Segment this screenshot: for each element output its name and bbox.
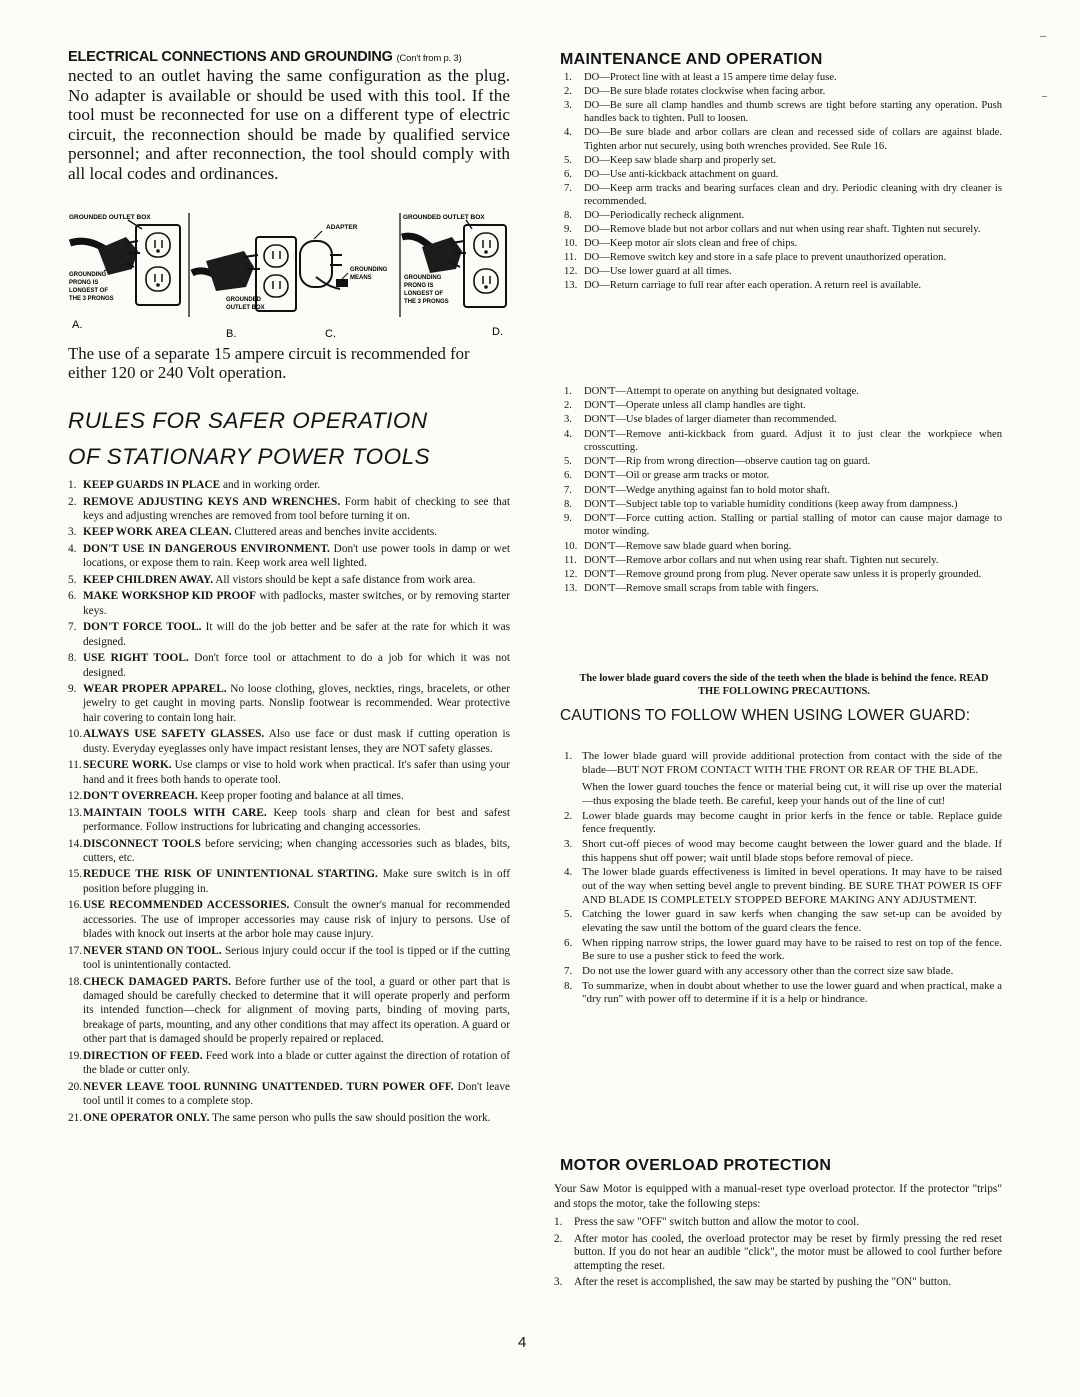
motor-intro: Your Saw Motor is equipped with a manual-reset type overload protector. If the protector "trips" and stops the motor, take the following steps:	[554, 1183, 1002, 1210]
item-text: Feed work into a blade or cutter against the direction of rotation of the blade or cutter only.	[83, 1049, 510, 1077]
item-number: 5.	[564, 908, 573, 921]
panel-b	[192, 237, 296, 340]
item-text: DO—Periodically recheck alignment.	[584, 210, 745, 222]
rule-title: SECURE WORK.	[83, 759, 172, 772]
do-item	[564, 209, 1002, 222]
item-number: 5.	[564, 456, 572, 468]
item-text: Short cut-off pieces of wood may become caught between the lower guard and the blade. If this happens shut off power; wait until blade stops before removal of piece.	[582, 837, 1002, 864]
item-text: Cluttered areas and benches invite accidents.	[231, 526, 438, 539]
item-text: All vistors should be kept a safe distance from work area.	[213, 573, 476, 586]
rule-title: USE RIGHT TOOL.	[83, 652, 189, 665]
item-number: 3.	[564, 837, 573, 850]
safety-rule	[68, 944, 510, 973]
caption-a: A.	[72, 319, 83, 331]
rule-title: KEEP WORK AREA CLEAN.	[83, 526, 232, 539]
item-text: and in working order.	[220, 479, 321, 491]
caution-item	[564, 750, 1002, 808]
safety-rule	[68, 758, 510, 787]
safety-rule	[68, 1080, 510, 1109]
item-number: 6.	[564, 470, 572, 482]
item-number: 4.	[564, 127, 572, 139]
caution-item	[564, 810, 1002, 837]
item-text: Catching the lower guard in saw kerfs when changing the saw set-up can be avoided by elevating the saw until the bottom of the guard clears the fence.	[582, 908, 1002, 934]
dont-list	[564, 385, 1002, 596]
item-text: Serious injury could occur if the tool is tipped or if the cutting tool is unintentionally contacted.	[83, 944, 510, 972]
rule-title: DON'T FORCE TOOL.	[83, 621, 202, 634]
item-number: 11.	[68, 759, 82, 772]
item-text: DON'T—Subject table top to variable humidity conditions (keep away from dampness.)	[584, 498, 958, 510]
rule-title: REMOVE ADJUSTING KEYS AND WRENCHES.	[83, 495, 341, 508]
item-text: Don't force tool or attachment to do a job for which it was not designed.	[83, 652, 510, 679]
label-grounded-outlet-box-d: GROUNDED OUTLET BOX	[403, 214, 485, 221]
item-text: DO—Return carriage to full rear after each operation. A return reel is available.	[584, 280, 922, 292]
item-number: 3.	[564, 100, 572, 111]
item-number: 5.	[564, 154, 572, 166]
label-grounding-prong-d: GROUNDING PRONG IS LONGEST OF THE 3 PRONGS	[404, 275, 449, 305]
item-text: The lower blade guard will provide additional protection from contact with the side of the blade—BUT NOT FROM CONTACT WITH THE FRONT OR REAR OF THE BLADE.	[582, 750, 1002, 776]
rule-title: DISCONNECT TOOLS	[83, 837, 201, 850]
safety-rule	[68, 806, 510, 835]
item-text: DO—Protect line with at least a 15 ampere time delay fuse.	[584, 72, 837, 83]
item-number: 8.	[564, 979, 573, 992]
item-text: Form habit of checking to see that keys and adjusting wrenches are removed from tool before turning it on.	[83, 495, 510, 522]
item-number: 1.	[68, 479, 77, 491]
safety-rule	[68, 727, 510, 756]
safety-rule	[68, 867, 510, 896]
safety-rule	[68, 837, 510, 866]
dont-item	[564, 399, 1002, 412]
rules-title-line-2: OF STATIONARY POWER TOOLS	[68, 444, 431, 469]
item-text: The same person who pulls the saw should position the work.	[209, 1111, 491, 1124]
caution-item	[564, 965, 1002, 979]
item-number: 8.	[564, 210, 572, 222]
caution-item	[564, 866, 1002, 907]
dont-item	[564, 413, 1002, 426]
rule-title: NEVER STAND ON TOOL.	[83, 944, 222, 957]
do-item	[564, 279, 1002, 292]
item-text: Keep tools sharp and clean for best and safest performance. Follow instructions for lubricating and changing accessories.	[83, 806, 510, 834]
page-number: 4	[518, 1334, 527, 1351]
item-number: 9.	[564, 513, 572, 525]
item-text: Press the saw "OFF" switch button and allow the motor to cool.	[574, 1216, 860, 1228]
item-text: DO—Remove blade but not arbor collars and nut when using rear shaft. Tighten nut securely.	[584, 224, 981, 236]
item-subtext: When the lower guard touches the fence or material being cut, it will rise up over the material—thus exposing the blade teeth. Be careful, keep your hands out of the line of cut!	[582, 781, 1002, 807]
item-text: After the reset is accomplished, the saw may be started by pushing the "ON" button.	[574, 1276, 951, 1289]
item-text: After motor has cooled, the overload protector may be reset by firmly pressing the red reset button. If you do not hear an audible "click", the motor must be allowed to cool further before attempting the reset.	[574, 1232, 1002, 1272]
item-text: DO—Be sure all clamp handles and thumb screws are tight before starting any operation. Push handles back to tighten. Pull to loosen.	[584, 100, 1002, 125]
margin-mark	[1042, 96, 1047, 97]
item-text: DON'T—Operate unless all clamp handles are tight.	[584, 400, 806, 412]
do-item	[564, 251, 1002, 264]
item-number: 7.	[68, 621, 77, 634]
item-text: The lower blade guards effectiveness is limited in bevel operations. It may have to be raised out of the way when setting bevel angle to prevent binding. BE SURE THAT POWER IS OFF AND BLADE IS COMPLETELY STOPPED BEFORE MAKING ANY ADJUSTMENT.	[582, 866, 1002, 906]
item-number: 14.	[68, 837, 83, 850]
rule-title: DIRECTION OF FEED.	[83, 1049, 203, 1062]
rule-title: DON'T USE IN DANGEROUS ENVIRONMENT.	[83, 542, 330, 555]
item-text: DON'T—Remove arbor collars and nut when using rear shaft. Tighten nut securely.	[584, 554, 939, 566]
safety-rules-list	[68, 478, 510, 1127]
item-number: 13.	[564, 583, 578, 595]
maintenance-heading: MAINTENANCE AND OPERATION	[560, 51, 823, 68]
do-item	[564, 223, 1002, 236]
caution-item	[564, 937, 1002, 964]
outlet-plate-icon	[464, 225, 506, 307]
caution-item	[564, 908, 1002, 935]
item-number: 5.	[68, 573, 77, 586]
dont-item	[564, 554, 1002, 567]
item-number: 6.	[68, 590, 77, 603]
rule-title: KEEP GUARDS IN PLACE	[83, 479, 221, 491]
item-number: 1.	[554, 1216, 563, 1228]
outlet-plate-icon	[136, 225, 180, 305]
rule-title: CHECK DAMAGED PARTS.	[83, 975, 231, 988]
do-item	[564, 265, 1002, 278]
caption-c: C.	[325, 328, 336, 340]
item-number: 1.	[564, 386, 572, 397]
lower-guard-note: The lower blade guard covers the side of the teeth when the blade is behind the fence. READ THE FOLLOWING PRECAUTIONS.	[579, 673, 989, 697]
item-number: 10.	[564, 238, 578, 250]
rules-title	[68, 403, 510, 475]
motor-step	[554, 1216, 1002, 1230]
item-number: 12.	[564, 569, 578, 581]
label-grounded-outlet-box-b: GROUNDED OUTLET BOX	[226, 297, 265, 311]
safety-rule	[68, 789, 510, 803]
dont-item	[564, 455, 1002, 468]
item-number: 4.	[564, 866, 573, 879]
dont-item	[564, 568, 1002, 581]
item-number: 3.	[68, 526, 77, 539]
item-text: DO—Use lower guard at all times.	[584, 266, 732, 278]
caption-d: D.	[492, 326, 503, 338]
item-text: When ripping narrow strips, the lower guard may have to be raised to rest on top of the fence. Be sure to use a pusher stick to feed the work.	[582, 936, 1002, 963]
motor-step	[554, 1276, 1002, 1290]
item-text: Don't use power tools in damp or wet locations, or expose them to rain. Keep work area well lighted.	[83, 542, 510, 570]
item-text: DON'T—Use blades of larger diameter than recommended.	[584, 414, 837, 426]
safety-rule	[68, 478, 510, 492]
item-number: 16.	[68, 899, 83, 912]
item-text: Use clamps or vise to hold work when practical. It's safer than using your hand and it frees both hands to operate tool.	[83, 759, 510, 786]
item-number: 7.	[564, 182, 572, 194]
safety-rule	[68, 651, 510, 680]
electrical-heading	[68, 49, 461, 65]
dont-item	[564, 540, 1002, 553]
item-text: DO—Keep motor air slots clean and free of chips.	[584, 238, 798, 250]
item-text: Make sure switch is in off position before plugging in.	[83, 868, 511, 895]
item-text: Consult the owner's manual for recommended accessories. The use of improper accessories may cause risk of injury to persons. Use of blades with knock out inserts at the arbor hole may cause injury.	[83, 899, 510, 941]
label-adapter: ADAPTER	[326, 224, 358, 231]
item-text: DON'T—Remove saw blade guard when boring.	[584, 540, 792, 552]
rules-title-line-1: RULES FOR SAFER OPERATION	[68, 408, 428, 433]
margin-mark	[1040, 36, 1046, 37]
item-text: before servicing; when changing accessories such as blades, bits, cutters, etc.	[83, 837, 510, 864]
item-number: 2.	[564, 809, 573, 822]
item-number: 9.	[68, 683, 77, 696]
rule-title: ALWAYS USE SAFETY GLASSES.	[83, 728, 265, 741]
cautions-list	[564, 750, 1002, 1008]
caution-item	[564, 980, 1002, 1007]
item-text: DO—Be sure blade and arbor collars are clean and recessed side of collars are against blade. Tighten arbor nut securely, using both wrenches provided. See Rule 16.	[584, 127, 1002, 152]
grounding-plug-figure	[68, 207, 510, 342]
caution-item	[564, 838, 1002, 865]
rule-title: USE RECOMMENDED ACCESSORIES.	[83, 899, 290, 912]
motor-overload-heading: MOTOR OVERLOAD PROTECTION	[560, 1157, 832, 1174]
item-text: DON'T—Force cutting action. Stalling or partial stalling of motor can cause major damage to motor winding.	[584, 513, 1002, 538]
item-number: 19.	[68, 1049, 83, 1062]
safety-rule	[68, 898, 510, 941]
item-text: No loose clothing, gloves, neckties, rings, bracelets, or other jewelry to get caught in moving parts. Nonslip footwear is recommended. Wear protective hair covering to contain long hair.	[83, 683, 510, 724]
item-number: 9.	[564, 224, 572, 236]
safety-rule	[68, 573, 510, 587]
item-number: 4.	[564, 428, 572, 440]
safety-rule	[68, 495, 510, 524]
do-item	[564, 154, 1002, 167]
item-text: DON'T—Remove small scraps from table with fingers.	[584, 583, 819, 595]
dont-item	[564, 385, 1002, 398]
circuit-recommendation: The use of a separate 15 ampere circuit is recommended for either 120 or 240 Volt operation.	[68, 344, 470, 382]
rule-title: WEAR PROPER APPAREL.	[83, 683, 227, 696]
do-item	[564, 99, 1002, 126]
motor-steps-list	[554, 1216, 1002, 1293]
dont-item	[564, 498, 1002, 511]
label-grounding-means: GROUNDING MEANS	[350, 267, 388, 281]
rule-title: DON'T OVERREACH.	[83, 790, 198, 803]
item-text: DO—Keep saw blade sharp and properly set.	[584, 154, 777, 166]
do-item	[564, 182, 1002, 209]
item-number: 6.	[564, 936, 573, 949]
item-number: 20.	[68, 1080, 83, 1093]
item-number: 2.	[564, 86, 572, 97]
item-text: DON'T—Oil or grease arm tracks or motor.	[584, 470, 770, 482]
item-number: 8.	[564, 498, 572, 510]
item-number: 21.	[68, 1111, 83, 1124]
item-text: Also use face or dust mask if cutting operation is dusty. Everyday eyeglasses only have impact resistant lenses, they are NOT safety glasses.	[83, 728, 510, 755]
item-number: 8.	[68, 652, 77, 665]
item-text: Do not use the lower guard with any accessory other than the correct size saw blade.	[582, 965, 954, 978]
item-number: 3.	[564, 414, 572, 426]
item-text: DON'T—Remove anti-kickback from guard. Adjust it to just clear the workpiece when crosscutting.	[584, 428, 1002, 454]
dont-item	[564, 582, 1002, 595]
grounding-illustration	[68, 207, 510, 342]
rule-title: NEVER LEAVE TOOL RUNNING UNATTENDED. TURN POWER OFF.	[83, 1080, 454, 1093]
item-number: 12.	[564, 266, 578, 278]
label-grounding-prong-a: GROUNDING PRONG IS LONGEST OF THE 3 PRONGS	[69, 272, 114, 302]
do-item	[564, 237, 1002, 250]
item-text: Lower blade guards may become caught in prior kerfs in the fence or table. Replace guide fence frequently.	[582, 809, 1002, 836]
item-text: Keep proper footing and balance at all times.	[197, 790, 404, 803]
item-text: DON'T—Wedge anything against fan to hold motor shaft.	[584, 484, 830, 496]
adapter-icon	[300, 241, 332, 287]
label-grounded-outlet-box-a: GROUNDED OUTLET BOX	[69, 214, 151, 221]
item-number: 12.	[68, 790, 83, 803]
item-number: 18.	[68, 975, 83, 988]
item-number: 13.	[68, 806, 83, 819]
rule-title: ONE OPERATOR ONLY.	[83, 1111, 210, 1124]
item-number: 13.	[564, 280, 578, 292]
item-text: It will do the job better and be safer at the rate for which it was designed.	[83, 621, 510, 648]
item-text: DO—Use anti-kickback attachment on guard.	[584, 168, 779, 180]
item-number: 15.	[68, 868, 83, 881]
item-text: Before further use of the tool, a guard or other part that is damaged should be carefully checked to determine that it will operate properly and perform its intended function—check for alignment of moving parts, binding of moving parts, breakage of parts, mounting, and any other conditions that may affect its operation. A guard or other part that is damaged should be properly repaired or replaced.	[83, 975, 510, 1046]
rule-title: KEEP CHILDREN AWAY.	[83, 573, 214, 586]
item-text: Don't leave tool until it comes to a complete stop.	[83, 1080, 510, 1108]
dont-item	[564, 469, 1002, 482]
item-text: DO—Remove switch key and store in a safe place to prevent unauthorized operation.	[584, 252, 947, 264]
item-number: 4.	[68, 542, 77, 555]
item-number: 11.	[564, 554, 577, 566]
do-list	[564, 71, 1002, 293]
item-number: 10.	[68, 728, 83, 741]
do-item	[564, 126, 1002, 153]
do-item	[564, 168, 1002, 181]
cautions-heading: CAUTIONS TO FOLLOW WHEN USING LOWER GUARD:	[560, 707, 971, 724]
dont-item	[564, 512, 1002, 539]
item-number: 7.	[564, 484, 572, 496]
safety-rule	[68, 975, 510, 1047]
electrical-heading-text: ELECTRICAL CONNECTIONS AND GROUNDING	[68, 49, 393, 65]
safety-rule	[68, 1049, 510, 1078]
safety-rule	[68, 542, 510, 571]
caption-b: B.	[226, 328, 237, 340]
safety-rule	[68, 620, 510, 649]
panel-c	[300, 224, 388, 340]
rule-title: REDUCE THE RISK OF UNINTENTIONAL STARTING.	[83, 868, 378, 881]
item-number: 17.	[68, 944, 83, 957]
item-number: 10.	[564, 540, 578, 552]
item-text: with padlocks, master switches, or by removing starter keys.	[83, 590, 511, 617]
safety-rule	[68, 589, 510, 618]
rule-title: MAINTAIN TOOLS WITH CARE.	[83, 806, 267, 819]
item-text: To summarize, when in doubt about whether to use the lower guard and when practical, make a "dry run" with power off to determine if it is a help or hindrance.	[582, 979, 1002, 1006]
item-number: 2.	[564, 400, 572, 412]
item-number: 6.	[564, 168, 572, 180]
outlet-plate-icon	[256, 237, 296, 311]
electrical-paragraph: nected to an outlet having the same configuration as the plug. No adapter is available or should be used with this tool. If the tool must be reconnected for use on a different type of electric circuit, the reconnection should be made by qualified service personnel; and after reconnection, the tool should comply with all local codes and ordinances.	[68, 66, 510, 183]
item-number: 11.	[564, 252, 577, 264]
safety-rule	[68, 682, 510, 725]
item-number: 2.	[68, 495, 77, 508]
do-item	[564, 71, 1002, 84]
item-number: 3.	[554, 1276, 563, 1289]
item-text: DO—Keep arm tracks and bearing surfaces clean and dry. Periodic cleaning with dry cleaner is recommended.	[584, 182, 1002, 208]
item-number: 7.	[564, 965, 573, 978]
panel-a	[69, 214, 180, 331]
item-text: DON'T—Remove ground prong from plug. Never operate saw unless it is properly grounded.	[584, 569, 982, 581]
item-text: DO—Be sure blade rotates clockwise when facing arbor.	[584, 86, 826, 97]
dont-item	[564, 428, 1002, 455]
dont-item	[564, 484, 1002, 497]
item-number: 2.	[554, 1232, 563, 1245]
safety-rule	[68, 1111, 510, 1125]
motor-step	[554, 1233, 1002, 1274]
item-number: 1.	[564, 72, 572, 83]
item-number: 1.	[564, 750, 573, 762]
item-text: DON'T—Attempt to operate on anything but designated voltage.	[584, 386, 859, 397]
do-item	[564, 85, 1002, 98]
electrical-heading-suffix: (Con't from p. 3)	[396, 53, 462, 64]
panel-d	[402, 214, 506, 338]
item-text: DON'T—Rip from wrong direction—observe caution tag on guard.	[584, 456, 871, 468]
safety-rule	[68, 525, 510, 539]
rule-title: MAKE WORKSHOP KID PROOF	[83, 590, 257, 603]
